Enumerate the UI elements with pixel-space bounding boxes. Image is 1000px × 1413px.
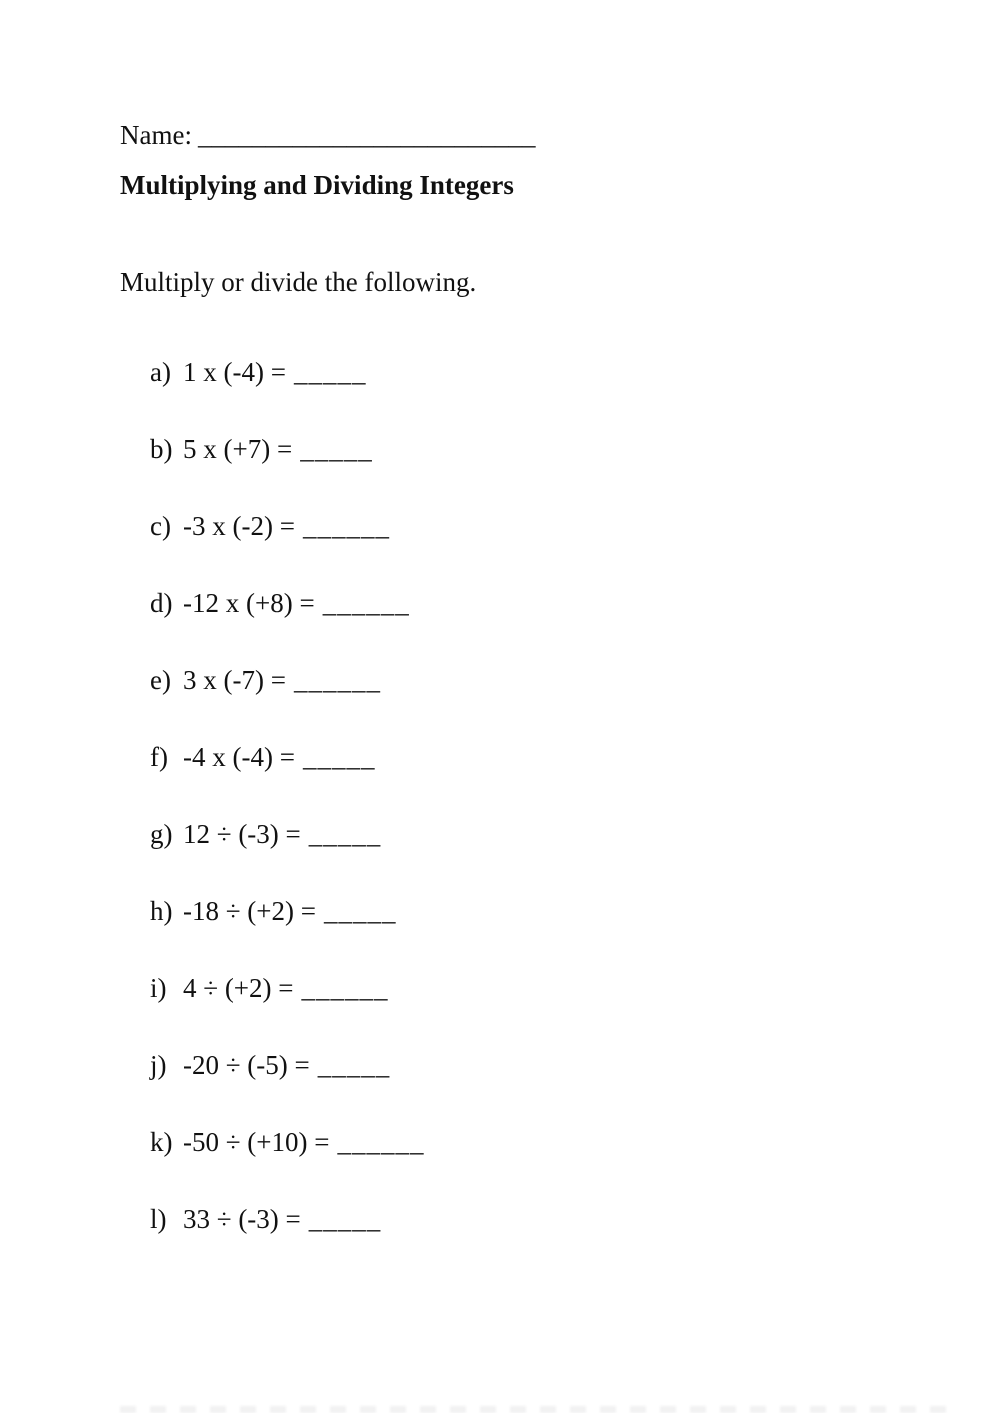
problem-list bbox=[120, 355, 940, 1236]
problem-expression: -4 x (-4) = bbox=[183, 742, 295, 772]
instructions-text: Multiply or divide the following. bbox=[120, 267, 477, 297]
problem-label: a) bbox=[150, 357, 171, 387]
scan-cutoff-artifact bbox=[120, 1406, 960, 1413]
answer-blank[interactable]: _____ bbox=[300, 434, 373, 464]
problem-expression: 4 ÷ (+2) = bbox=[183, 973, 294, 1003]
answer-blank[interactable]: _____ bbox=[324, 896, 397, 926]
problem-label: i) bbox=[150, 973, 167, 1003]
problem-expression: -3 x (-2) = bbox=[183, 511, 295, 541]
answer-blank[interactable]: _____ bbox=[302, 742, 376, 772]
problem-row-h bbox=[150, 894, 940, 928]
problem-row-a bbox=[150, 355, 940, 389]
problem-label: l) bbox=[150, 1204, 167, 1234]
problem-expression: 12 ÷ (-3) = bbox=[183, 819, 301, 849]
problem-expression: 33 ÷ (-3) = bbox=[183, 1204, 301, 1234]
answer-blank[interactable]: ______ bbox=[322, 588, 410, 618]
problem-expression: 3 x (-7) = bbox=[183, 665, 286, 695]
answer-blank[interactable]: ______ bbox=[293, 665, 381, 695]
name-label: Name: bbox=[120, 120, 192, 150]
problem-row-c bbox=[150, 509, 940, 543]
problem-expression: -12 x (+8) = bbox=[183, 588, 315, 618]
answer-blank[interactable]: ______ bbox=[301, 973, 389, 1003]
answer-blank[interactable]: _____ bbox=[308, 819, 382, 849]
problem-label: j) bbox=[150, 1050, 167, 1080]
name-row bbox=[120, 118, 940, 152]
problem-row-d bbox=[150, 586, 940, 620]
problem-expression: -18 ÷ (+2) = bbox=[183, 896, 316, 926]
problem-label: e) bbox=[150, 665, 171, 695]
problem-row-i bbox=[150, 971, 940, 1005]
problem-row-k bbox=[150, 1125, 940, 1159]
problem-label: k) bbox=[150, 1127, 173, 1157]
problem-label: d) bbox=[150, 588, 173, 618]
problem-expression: -20 ÷ (-5) = bbox=[183, 1050, 310, 1080]
problem-label: g) bbox=[150, 819, 173, 849]
name-blank[interactable]: _________________________ bbox=[197, 120, 536, 150]
problem-expression: -50 ÷ (+10) = bbox=[183, 1127, 330, 1157]
problem-row-b bbox=[150, 432, 940, 466]
problem-label: b) bbox=[150, 434, 173, 464]
answer-blank[interactable]: _____ bbox=[317, 1050, 391, 1080]
problem-expression: 1 x (-4) = bbox=[183, 357, 286, 387]
problem-row-e bbox=[150, 663, 940, 697]
answer-blank[interactable]: ______ bbox=[302, 511, 390, 541]
answer-blank[interactable]: _____ bbox=[308, 1204, 382, 1234]
problem-row-l bbox=[150, 1202, 940, 1236]
answer-blank[interactable]: ______ bbox=[337, 1127, 425, 1157]
problem-expression: 5 x (+7) = bbox=[183, 434, 293, 464]
problem-row-g bbox=[150, 817, 940, 851]
page-title: Multiplying and Dividing Integers bbox=[120, 170, 514, 200]
problem-label: c) bbox=[150, 511, 171, 541]
problem-row-j bbox=[150, 1048, 940, 1082]
answer-blank[interactable]: _____ bbox=[293, 357, 367, 387]
problem-row-f bbox=[150, 740, 940, 774]
problem-label: f) bbox=[150, 742, 168, 772]
problem-label: h) bbox=[150, 896, 173, 926]
